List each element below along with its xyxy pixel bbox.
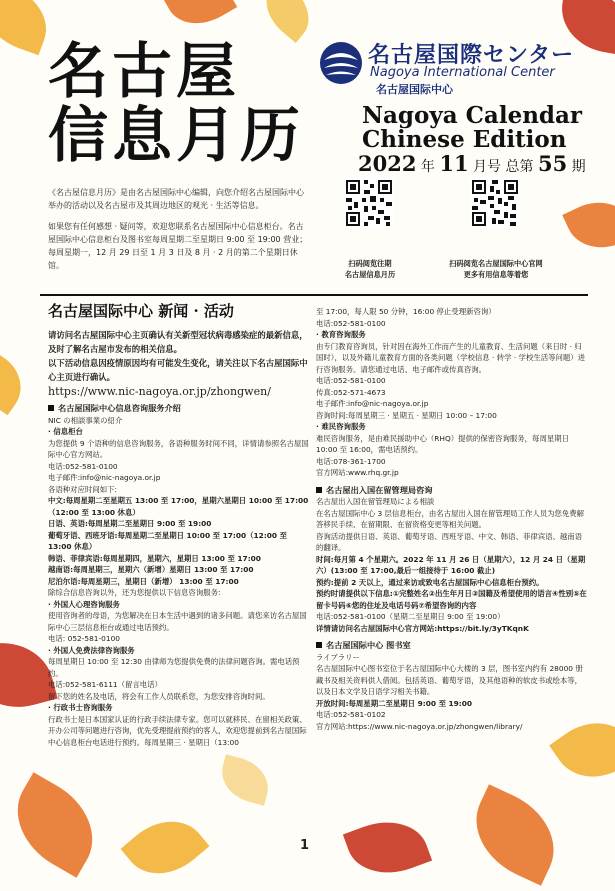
list-item: 在名古屋国际中心 3 层信息柜台，由名古屋出入国在留管理局工作人员为您免费解答移民手续、在留期限、在留资格变更等相关问题。 (316, 508, 585, 529)
list-item: 咨询时间:每周星期三 · 星期五 · 星期日 10:00 – 17:00 (316, 410, 497, 420)
list-item: 电话:052-581-0100 (316, 318, 386, 328)
list-item: 使用咨询者的母语，为您解决在日本生活中遇到的诸多问题。请您来访名古屋国际中心三层信息柜台或通过电话预约。 (48, 611, 307, 632)
maple-leaf-icon (0, 350, 33, 416)
list-item: 电话:078-361-1700 (316, 456, 386, 466)
section-heading-immigration: 名古屋出入国在留管理局咨询 (316, 485, 588, 497)
qr-caption-website: 扫码阅览名古屋国际中心官网 更多有用信息等着您 (449, 259, 543, 279)
list-item: 留下您的姓名及电话，将会有工作人员联系您，为您安排咨询时间。 (48, 691, 270, 701)
list-item: 韩语、菲律宾语:每周星期四，星期六，星期日 13:00 至 17:00 (48, 553, 261, 563)
right-column (316, 306, 588, 732)
list-item: 电话:052-581-6111（留言电话） (48, 680, 162, 689)
maple-leaf-icon (562, 190, 615, 261)
list-item: 电话:052-581-0100（星期二至星期日 9:00 至 19:00） (316, 612, 505, 621)
list-item: 预约时请提供以下信息:①完整姓名②出生年月日③国籍及希望使用的语言④性别⑤在留卡号码⑥您的住址及电话号码⑦希望咨询的内容 (316, 589, 587, 610)
logo-jp-text: 名古屋国際センター (368, 43, 575, 68)
nic-website-link[interactable]: https://www.nic-nagoya.or.jp/zhongwen/ (48, 384, 271, 398)
list-item: 电话:052-581-0102 (316, 710, 386, 719)
list-item: 电话: 052-581-0100 (48, 634, 120, 643)
list-item: 葡萄牙语、西班牙语:每周星期二至星期日 10:00 至 17:00（12:00 至 13:00 休息） (48, 530, 288, 551)
list-item: 除综合信息咨询以外，还为您提供以下信息咨询服务: (48, 588, 221, 597)
list-item: 名古屋出入国在留管理局による相談 (316, 497, 435, 506)
qr-code-icon (470, 178, 520, 228)
list-item: 越南语:每周星期三，星期六（新增）星期日 13:00 至 17:00 (48, 565, 254, 574)
list-item: NIC の相談事業の紹介 (48, 415, 123, 425)
news-heading: 名古屋国际中心 新闻 · 活动 (48, 302, 234, 320)
section-heading-library: 名古屋国际中心 图书室 (316, 640, 588, 652)
logo-cn-text: 名古屋国际中心 (376, 83, 453, 96)
list-item: 各语种对应时间如下: (48, 484, 118, 494)
list-item: 时间:每月第 4 个星期六。2022 年 11 月 26 日（星期六），12 月 24 日（星期六）(13:00 至 17:00,最后一组接待于 16:00 截止) (316, 554, 586, 575)
maple-leaf-icon (216, 754, 275, 806)
intro-text (48, 186, 310, 280)
list-item: 行政书士是日本国家认证的行政手续法律专家。您可以就移民、在留相关政策、开办公司等问题进行咨询，优先受理提前预约的客人，欢迎您提前到名古屋国际中心信息柜台电话进行预约。每周星期三 · 星期日（13:00 (48, 714, 307, 747)
maple-leaf-icon (254, 0, 322, 43)
maple-leaf-icon (0, 772, 111, 878)
list-item: · 行政书士咨询服务 (48, 703, 113, 712)
list-item: 为您提供 9 个语种的信息咨询服务，各语种服务时间不同，详情请参照名古屋国际中心官方网站。 (48, 438, 309, 459)
page-title (48, 37, 304, 171)
list-item: 难民咨询服务，是由难民援助中心（RHQ）提供的保密咨询服务，每周星期日 10:00 至 16:00，需电话预约。 (316, 433, 570, 454)
list-item: 尼泊尔语:每周星期三，星期日（新增） 13:00 至 17:00 (48, 576, 239, 586)
list-item: 官方网站:www.rhq.gr.jp (316, 468, 399, 477)
list-item: 预约:提前 2 天以上，通过来访或致电名古屋国际中心信息柜台预约。 (316, 577, 544, 587)
list-item: · 信息柜台 (48, 427, 83, 436)
consultation-list (316, 306, 588, 479)
notice-paragraph: 以下活动信息因疫情原因均有可能发生变化，请关注以下名古屋国际中心主页进行确认。 (48, 357, 308, 382)
maple-leaf-icon (343, 809, 432, 886)
list-item: 每周星期日 10:00 至 12:30 由律师为您提供免费的法律问题咨询。需电话预约。 (48, 657, 300, 678)
list-item: 传真:052-571-4673 (316, 387, 386, 397)
info-service-list (48, 415, 310, 749)
maple-leaf-icon (459, 784, 570, 885)
list-item: · 难民咨询服务 (316, 422, 366, 431)
qr-code-icon (344, 178, 394, 228)
qr-code-archive[interactable] (344, 178, 394, 228)
list-item: 日语、英语:每周星期二至星期日 9:00 至 19:00 (48, 519, 212, 528)
list-item: 详情请访问名古屋国际中心官方网站:https://bit.ly/3yTKqnK (316, 623, 529, 633)
list-item: · 教育咨询服务 (316, 330, 366, 339)
list-item: 电话:052-581-0100 (316, 376, 386, 385)
divider (40, 294, 588, 296)
page-number: 1 (300, 838, 310, 853)
title-line-1: 名古屋 (48, 37, 240, 107)
list-item: 电话:052-581-0100 (48, 461, 118, 471)
immigration-list (316, 496, 588, 634)
list-item: 由专门教育咨询员，针对因在海外工作而产生的儿童教育、生活问题（来日时 · 归国时），以及外籍儿童教育方面的各类问题（学校信息 · 转学 · 学校生活等问题）进行咨询服务。请您通过电话、电子邮件或传真咨询。 (316, 341, 586, 374)
list-item: 开放时间:每周星期二至星期日 9:00 至 19:00 (316, 698, 473, 708)
list-item: · 外国人心理咨询服务 (48, 599, 120, 609)
logo-en-text: Nagoya International Center (370, 65, 555, 80)
title-line-2: 信息月历 (48, 101, 304, 171)
list-item: 中文:每周星期二至星期五 13:00 至 17:00，星期六星期日 10:00 至 17:00（12:00 至 13:00 休息） (48, 496, 309, 517)
qr-caption-archive: 扫码阅览往期 名古屋信息月历 (344, 259, 396, 279)
calendar-title-line-2: Chinese Edition (362, 126, 567, 153)
left-column (48, 302, 310, 748)
qr-code-website[interactable] (470, 178, 520, 228)
issue-number: 2022 年 11 月号 总第 55 期 (358, 151, 586, 176)
notice-paragraph: 请访问名古屋国际中心主页确认有关新型冠状病毒感染症的最新信息，及时了解名古屋市发布的相关信息。 (48, 329, 308, 354)
intro-paragraph: 《名古屋信息月历》是由名古屋国际中心编辑，向您介绍名古屋国际中心举办的活动以及名古屋市及其周边地区的观光 · 生活等信息。 (48, 188, 304, 210)
calendar-title (362, 104, 582, 152)
list-item: · 外国人免费法律咨询服务 (48, 645, 135, 655)
list-item: 名古屋国际中心图书室位于名古屋国际中心大楼的 3 层，图书室内约有 28000 册藏书及相关资料供人借阅。包括英语、葡萄牙语，及其他语种的软皮书或绘本等，以及日本文学及日语学习相关书籍。 (316, 664, 583, 696)
maple-leaf-icon (121, 804, 210, 891)
library-list (316, 652, 588, 733)
list-item: 咨询活动提供日语、英语、葡萄牙语、西班牙语、中文、韩语、菲律宾语、越南语的翻译。 (316, 531, 583, 552)
calendar-title-line-1: Nagoya Calendar (362, 102, 583, 129)
nic-logo (318, 38, 588, 94)
list-item: 官方网站:https://www.nic-nagoya.or.jp/zhongwen/library/ (316, 721, 523, 731)
list-item: ライブラリー (316, 652, 360, 662)
section-heading-info-service: 名古屋国际中心信息咨询服务介绍 (48, 403, 310, 415)
intro-paragraph: 如果您有任何感想 · 疑问等，欢迎您联系名古屋国际中心信息柜台。名古屋国际中心信息柜台及图书室每周星期二至星期日 9:00 至 19:00 营业；每周星期一，12 月 29 日至 1 月 3 日及 8 月 · 2 月的第二个星期日休馆。 (48, 222, 308, 270)
maple-leaf-icon (163, 0, 237, 37)
list-item: 电子邮件:info@nic-nagoya.or.jp (48, 473, 161, 482)
list-item: 至 17:00，每人限 50 分钟，16:00 停止受理新咨询） (316, 307, 496, 316)
nic-logo-icon (318, 40, 364, 86)
list-item: 电子邮件:info@nic-nagoya.or.jp (316, 399, 429, 408)
